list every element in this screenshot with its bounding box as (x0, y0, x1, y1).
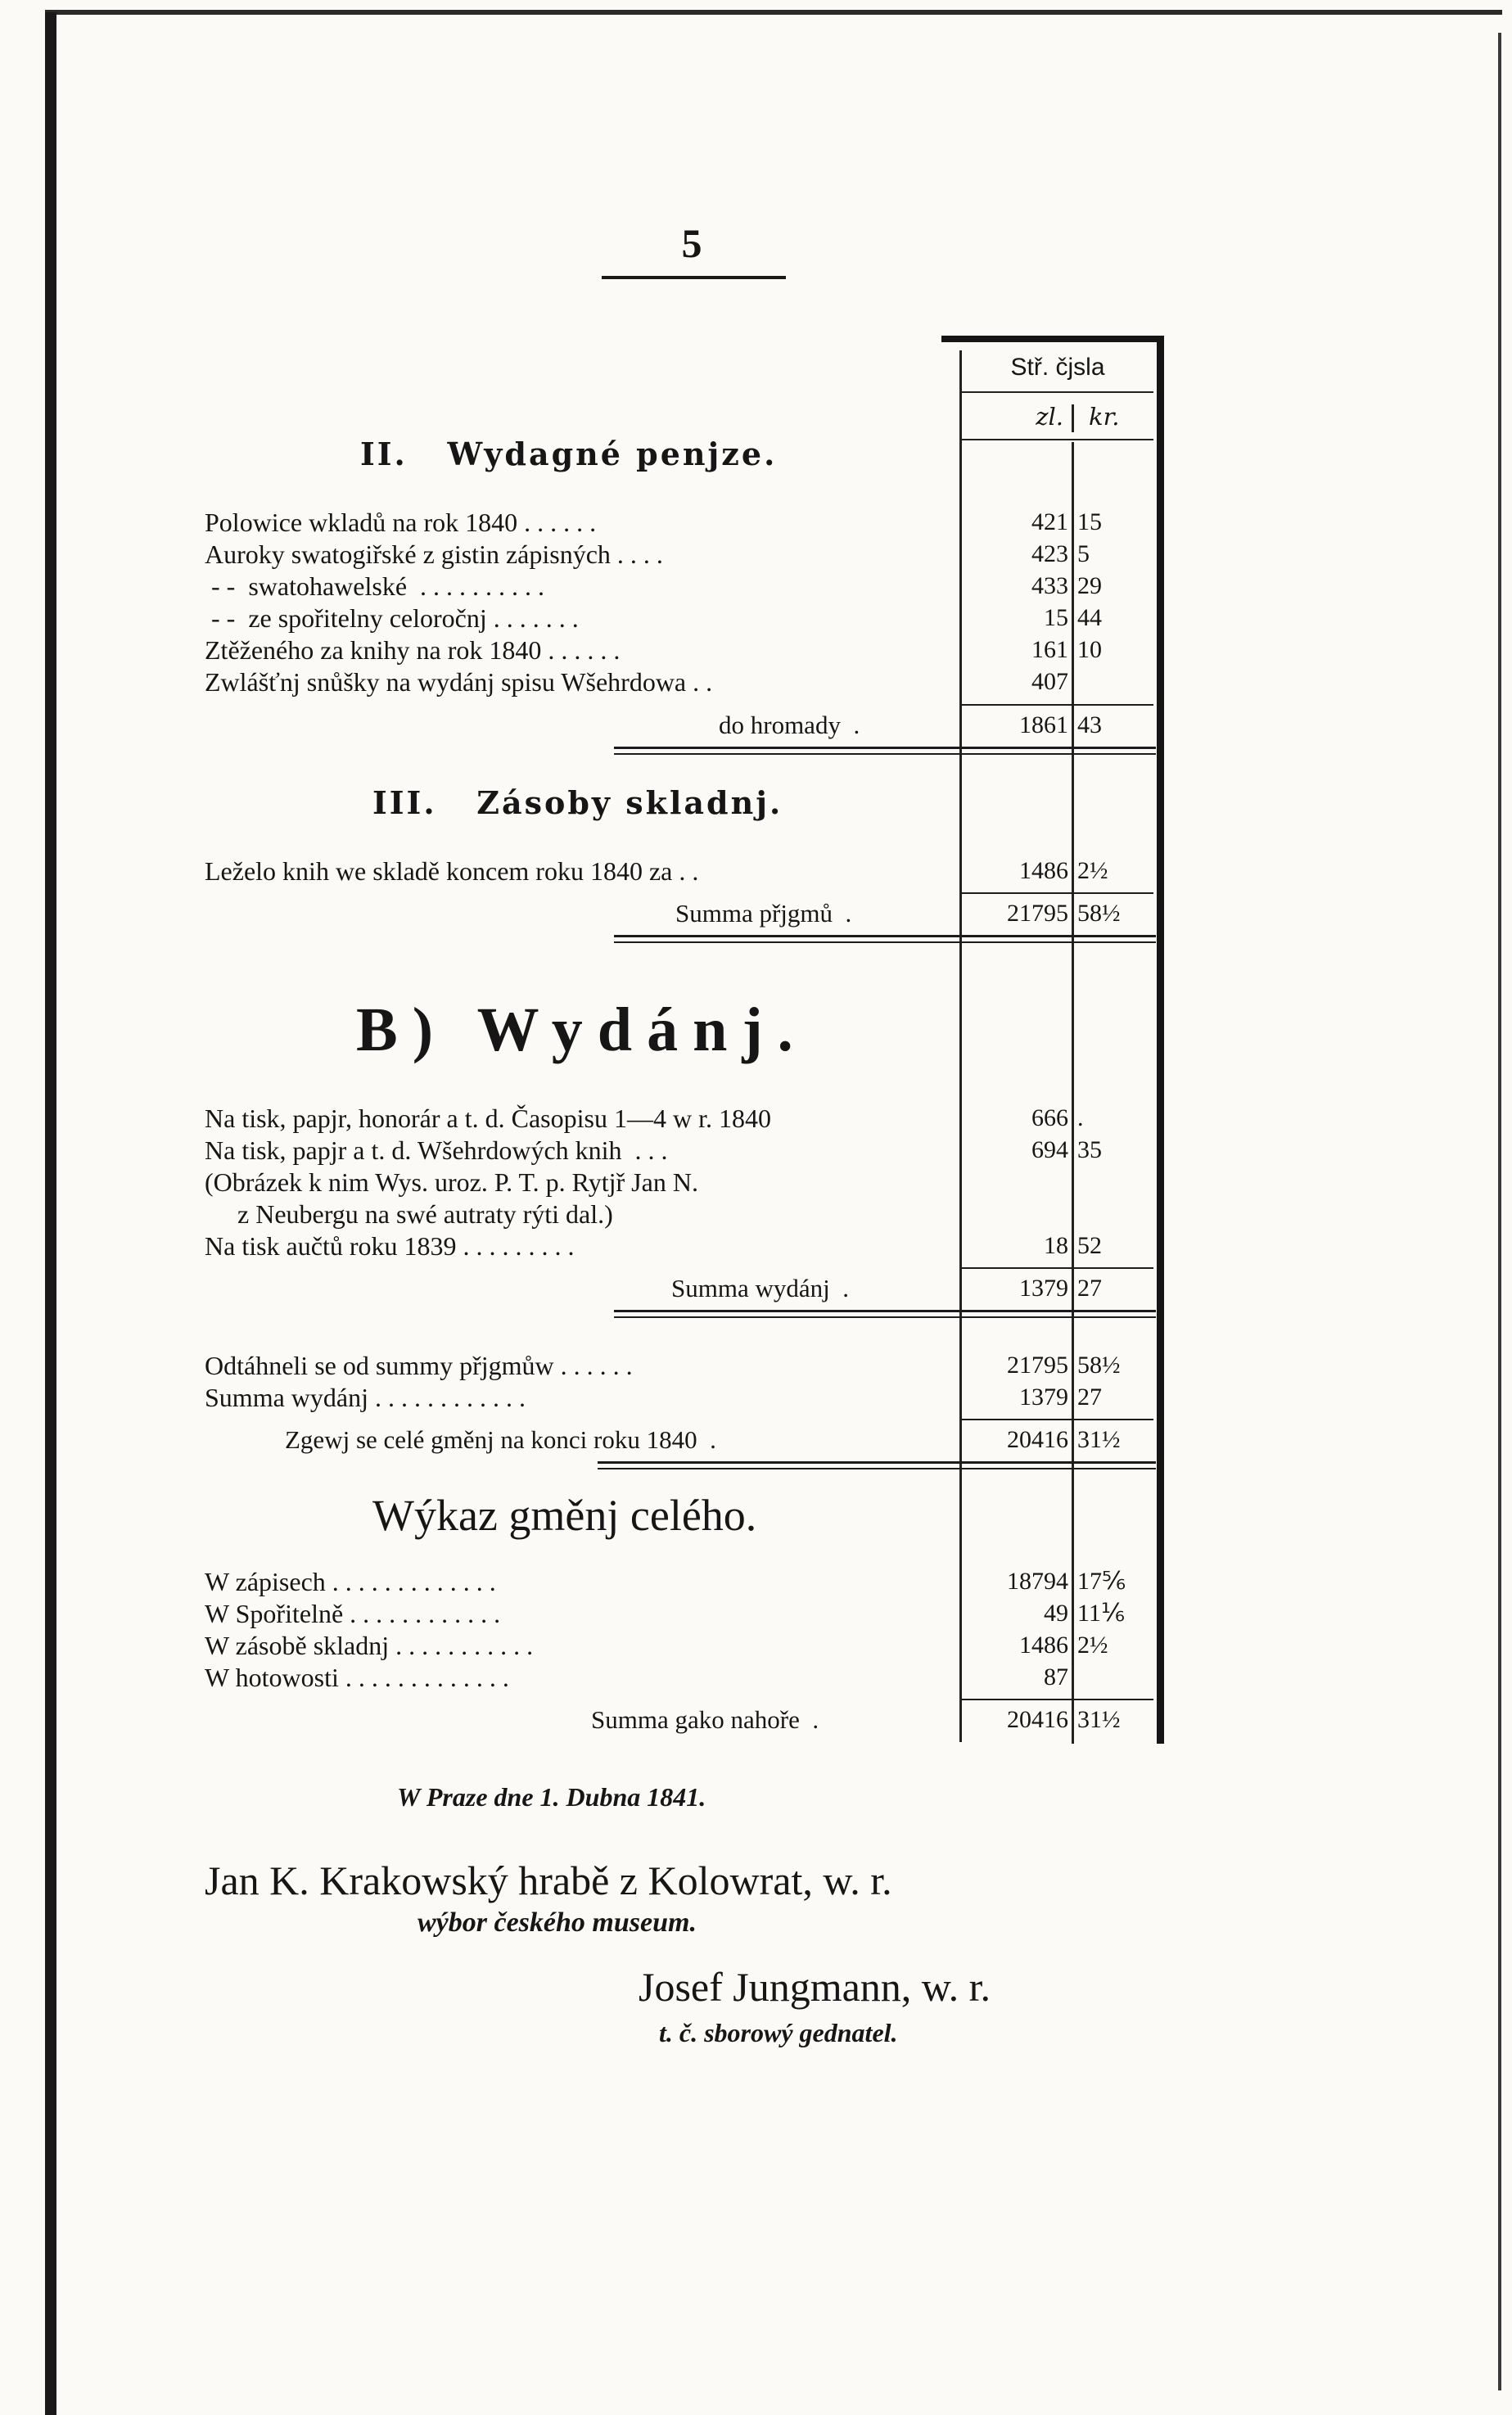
total-label: Zgewj se celé gměnj na konci roku 1840 . (285, 1425, 716, 1454)
total-label: do hromady . (719, 711, 860, 739)
column-header-zl: zl. (1036, 403, 1063, 431)
column-frame-right (1157, 342, 1164, 1744)
row-label: Na tisk, papjr a t. d. Wšehrdowých knih . . . (205, 1135, 668, 1165)
row-label: - - ze spořitelny celoročnj . . . . . . . (205, 603, 579, 633)
page-number: 5 (681, 220, 702, 266)
total-zl: 1379 (1019, 1275, 1068, 1302)
rule (614, 753, 1156, 755)
column-header-rule (962, 391, 1153, 393)
row-zl: 15 (1044, 604, 1068, 631)
row-kr: 27 (1077, 1384, 1102, 1411)
ledger-row (205, 1230, 1154, 1262)
rule (614, 1316, 1156, 1318)
row-label: W hotowosti . . . . . . . . . . . . . (205, 1663, 509, 1692)
row-zl: 1486 (1019, 1632, 1068, 1659)
row-kr: 2½ (1077, 1632, 1108, 1659)
row-kr: 2½ (1077, 857, 1108, 884)
total-row (0, 1422, 1121, 1458)
row-kr: 5 (1077, 540, 1090, 567)
row-label: Odtáhneli se od summy přjgmůw . . . . . . (205, 1351, 633, 1380)
rule (962, 1267, 1153, 1269)
row-zl: 18 (1044, 1232, 1068, 1259)
signer-name: Josef Jungmann, w. r. (639, 1964, 991, 2010)
ledger-row (205, 666, 1154, 698)
ledger-row (205, 602, 1154, 634)
wykaz-heading: Wýkaz gměnj celého. (372, 1491, 757, 1540)
total-label: Summa wydánj . (671, 1274, 849, 1302)
column-frame-top (941, 336, 1164, 342)
rule (962, 892, 1153, 894)
section-b-heading: B) Wydánj. (356, 995, 808, 1064)
section-iii-heading: III. Zásoby skladnj. (372, 784, 783, 821)
total-kr: 58½ (1077, 900, 1121, 927)
ledger-row (205, 506, 1154, 539)
row-zl: 1486 (1019, 857, 1068, 884)
page-edge-right (1498, 33, 1501, 2390)
row-label: W zápisech . . . . . . . . . . . . . (205, 1567, 496, 1596)
row-label: Zwlášťnj snůšky na wydánj spisu Wšehrdowa . . (205, 667, 713, 697)
total-zl: 21795 (1007, 900, 1068, 927)
ledger-row (205, 1134, 1154, 1167)
row-label: Auroky swatogiřské z gistin zápisných . . . . (205, 539, 663, 569)
row-kr: 52 (1077, 1232, 1102, 1259)
rule (598, 1468, 1156, 1469)
row-label: Summa wydánj . . . . . . . . . . . . (205, 1383, 526, 1412)
rule (614, 1310, 1156, 1312)
rule (614, 935, 1156, 937)
rule (614, 747, 1156, 749)
row-zl: 21795 (1007, 1352, 1068, 1379)
row-label: Na tisk aučtů roku 1839 . . . . . . . . . (205, 1231, 575, 1261)
total-kr: 27 (1077, 1275, 1102, 1302)
rule (962, 1699, 1153, 1700)
row-label: Polowice wkladů na rok 1840 . . . . . . (205, 508, 597, 537)
ledger-row (205, 538, 1154, 571)
row-kr: 58½ (1077, 1352, 1121, 1379)
row-zl: 161 (1031, 636, 1068, 663)
ledger-row (205, 1198, 1154, 1230)
ledger-row (205, 1102, 1154, 1135)
row-zl: 421 (1031, 508, 1068, 535)
row-label: W zásobě skladnj . . . . . . . . . . . (205, 1631, 534, 1660)
column-header-kr: kr. (1089, 403, 1120, 431)
ledger-row (205, 1661, 1154, 1694)
row-label: Ztěženého za knihy na rok 1840 . . . . . . (205, 635, 621, 665)
ledger-row (205, 1597, 1154, 1630)
row-zl: 1379 (1019, 1384, 1068, 1411)
total-row (0, 707, 1102, 743)
row-zl: 666 (1031, 1104, 1068, 1131)
row-kr: 15 (1077, 508, 1102, 535)
column-subheader-rule (962, 439, 1153, 440)
page-number-rule (602, 276, 786, 279)
total-row (0, 1271, 1102, 1307)
row-label: Leželo knih we skladě koncem roku 1840 za . . (205, 856, 699, 886)
row-label: (Obrázek k nim Wys. uroz. P. T. p. Rytjř Jan N. (205, 1167, 698, 1197)
row-label: z Neubergu na swé autraty rýti dal.) (237, 1199, 613, 1229)
page-edge-left (45, 12, 56, 2415)
row-kr: . (1077, 1104, 1084, 1131)
row-label: Na tisk, papjr, honorár a t. d. Časopisu 1—4 w r. 1840 (205, 1104, 771, 1133)
row-label: W Spořitelně . . . . . . . . . . . . (205, 1599, 501, 1628)
rule (962, 1419, 1153, 1420)
total-row (0, 896, 1121, 932)
rule (614, 941, 1156, 943)
row-zl: 18794 (1007, 1568, 1068, 1595)
ledger-row (205, 1629, 1154, 1662)
ledger-row (205, 570, 1154, 603)
row-zl: 49 (1044, 1600, 1068, 1627)
ledger-row (205, 1349, 1154, 1382)
row-zl: 407 (1031, 668, 1068, 695)
total-kr: 31½ (1077, 1706, 1121, 1733)
ledger-row (205, 1565, 1154, 1598)
rule (598, 1461, 1156, 1464)
total-zl: 20416 (1007, 1706, 1068, 1733)
column-header-title: Stř. čjsla (1010, 354, 1105, 381)
row-kr: 44 (1077, 604, 1102, 631)
signer-name: Jan K. Krakowský hrabě z Kolowrat, w. r. (205, 1858, 892, 1903)
ledger-row (205, 634, 1154, 666)
row-zl: 87 (1044, 1663, 1068, 1690)
page-edge-top (45, 10, 1502, 15)
rule (962, 704, 1153, 706)
total-zl: 1861 (1019, 711, 1068, 738)
row-kr: 11⅙ (1077, 1600, 1125, 1627)
total-row (0, 1702, 1121, 1738)
ledger-row (205, 1166, 1154, 1198)
row-zl: 423 (1031, 540, 1068, 567)
total-kr: 31½ (1077, 1426, 1121, 1453)
row-kr: 10 (1077, 636, 1102, 663)
place-date: W Praze dne 1. Dubna 1841. (397, 1782, 706, 1812)
row-zl: 694 (1031, 1136, 1068, 1163)
total-zl: 20416 (1007, 1426, 1068, 1453)
row-kr: 35 (1077, 1136, 1102, 1163)
ledger-row (205, 1381, 1154, 1414)
row-kr: 29 (1077, 572, 1102, 599)
section-ii-heading: II. Wydagné penjze. (360, 436, 778, 472)
row-label: - - swatohawelské . . . . . . . . . . (205, 571, 545, 601)
row-kr: 17⅚ (1077, 1568, 1126, 1595)
total-label: Summa přjgmů . (675, 899, 852, 928)
total-kr: 43 (1077, 711, 1102, 738)
total-label: Summa gako nahoře . (591, 1705, 819, 1734)
row-zl: 433 (1031, 572, 1068, 599)
signer-role: wýbor českého museum. (417, 1907, 697, 1938)
signer-role: t. č. sborowý gednatel. (659, 2018, 898, 2047)
ledger-row (205, 855, 1154, 887)
